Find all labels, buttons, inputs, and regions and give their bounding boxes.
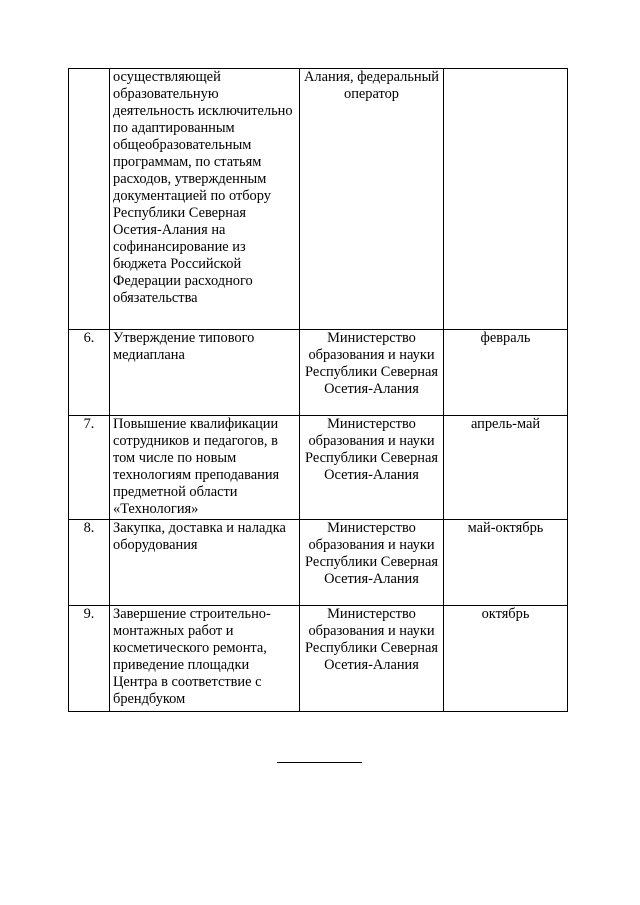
end-separator-line (277, 762, 362, 763)
date-cell: май-октябрь (444, 520, 568, 606)
activity-cell: осуществляющей образовательную деятельность исключительно по адаптированным общеобразовательным программам, по статьям расходов, утвержденным документацией по отбору Республики Северная Осетия-Алания на софинансирование из бюджета Российской Федерации расходного обязательства (110, 69, 300, 330)
table-row (69, 606, 568, 712)
activity-cell: Закупка, доставка и наладка оборудования (110, 520, 300, 606)
activity-cell: Завершение строительно-монтажных работ и косметического ремонта, приведение площадки Центра в соответствие с брендбуком (110, 606, 300, 712)
row-number: 9. (69, 606, 110, 712)
table-row (69, 520, 568, 606)
responsible-cell: Алания, федеральный оператор (300, 69, 444, 330)
date-cell (444, 69, 568, 330)
row-number (69, 69, 110, 330)
responsible-cell: Министерство образования и науки Республики Северная Осетия-Алания (300, 520, 444, 606)
plan-table (68, 68, 568, 712)
responsible-cell: Министерство образования и науки Республики Северная Осетия-Алания (300, 330, 444, 416)
row-number: 8. (69, 520, 110, 606)
date-cell: октябрь (444, 606, 568, 712)
table-row (69, 69, 568, 330)
activity-cell: Утверждение типового медиаплана (110, 330, 300, 416)
date-cell: февраль (444, 330, 568, 416)
activity-cell: Повышение квалификации сотрудников и педагогов, в том числе по новым технологиям преподавания предметной области «Технология» (110, 416, 300, 520)
responsible-cell: Министерство образования и науки Республики Северная Осетия-Алания (300, 416, 444, 520)
row-number: 6. (69, 330, 110, 416)
responsible-cell: Министерство образования и науки Республики Северная Осетия-Алания (300, 606, 444, 712)
row-number: 7. (69, 416, 110, 520)
date-cell: апрель-май (444, 416, 568, 520)
table-row (69, 416, 568, 520)
table-row (69, 330, 568, 416)
